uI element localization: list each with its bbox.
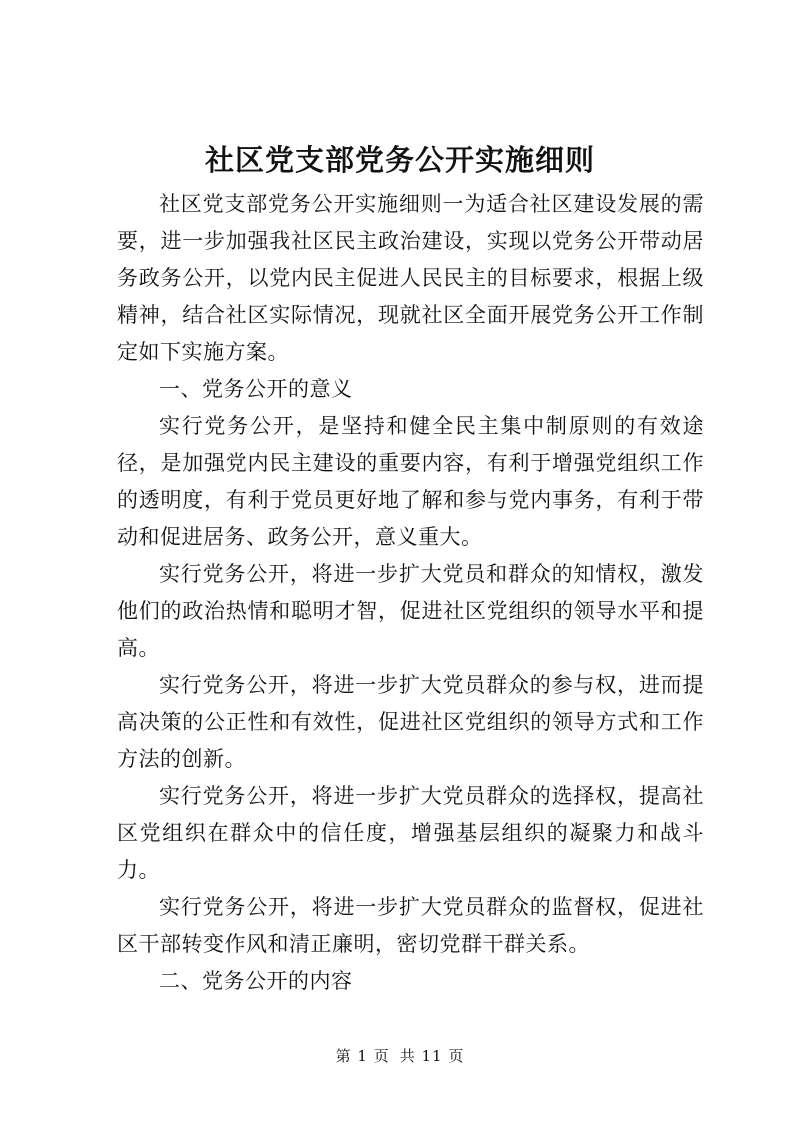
page-footer <box>0 1046 800 1066</box>
document-title: 社区党支部党务公开实施细则 <box>204 143 595 177</box>
document-body <box>117 186 704 1000</box>
body-paragraph: 实行党务公开，将进一步扩大党员群众的参与权，进而提高决策的公正性和有效性，促进社区党组织的领导方式和工作方法的创新。 <box>117 673 704 771</box>
body-paragraph: 实行党务公开，将进一步扩大党员群众的选择权，提高社区党组织在群众中的信任度，增强基层组织的凝聚力和战斗力。 <box>117 784 704 882</box>
body-paragraph: 实行党务公开，将进一步扩大党员和群众的知情权，激发他们的政治热情和聪明才智，促进社区党组织的领导水平和提高。 <box>117 562 704 660</box>
page-total: 共 11 页 <box>399 1047 465 1065</box>
body-paragraph: 实行党务公开，将进一步扩大党员群众的监督权，促进社区干部转变作风和清正廉明，密切党群干群关系。 <box>117 895 704 956</box>
section-heading-content: 二、党务公开的内容 <box>159 969 353 993</box>
page-number: 第 1 页 <box>335 1047 390 1065</box>
body-paragraph: 实行党务公开，是坚持和健全民主集中制原则的有效途径，是加强党内民主建设的重要内容，有利于增强党组织工作的透明度，有利于党员更好地了解和参与党内事务，有利于带动和促进居务、政务公开，意义重大。 <box>117 414 704 549</box>
section-heading-significance: 一、党务公开的意义 <box>159 377 353 401</box>
intro-paragraph: 社区党支部党务公开实施细则一为适合社区建设发展的需要，进一步加强我社区民主政治建设，实现以党务公开带动居务政务公开，以党内民主促进人民民主的目标要求，根据上级精神，结合社区实际情况，现就社区全面开展党务公开工作制定如下实施方案。 <box>117 192 704 364</box>
